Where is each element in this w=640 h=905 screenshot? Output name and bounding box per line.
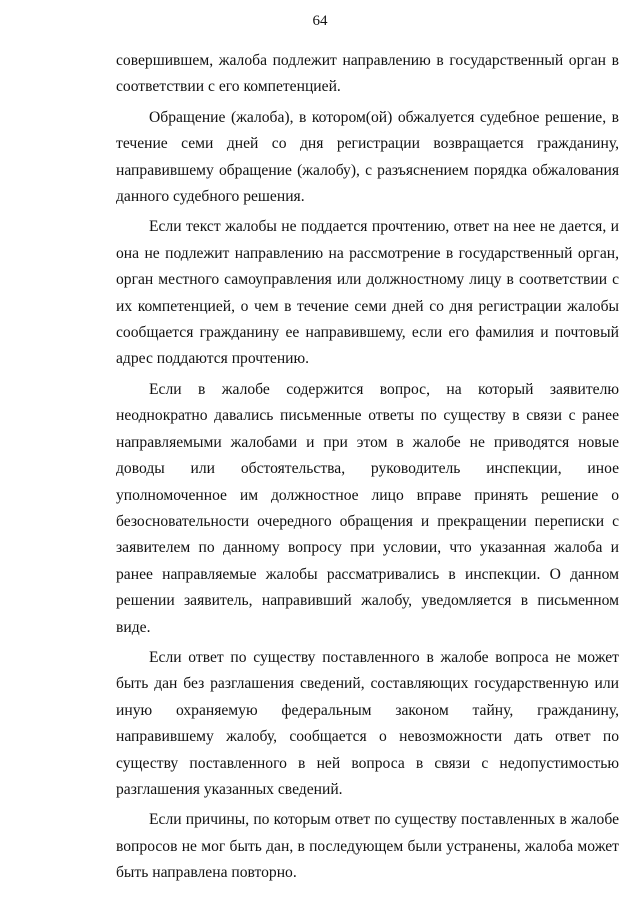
paragraph-resubmission: Если причины, по которым ответ по существу поставленных в жалобе вопросов не мог быть дан, в последующем были устранены, жалоба может быть направлена повторно. — [116, 811, 619, 882]
document-body — [116, 48, 619, 891]
paragraph-repeated-question: Если в жалобе содержится вопрос, на который заявителю неоднократно давались письменные ответы по существу в связи с ранее направляемыми жалобами и при этом в жалобе не приводятся новые доводы или обстоятельства, руководитель инспекции, иное уполномоченное им должностное лицо вправе принять решение о безосновательности очередного обращения и прекращении переписки с заявителем по данному вопросу при условии, что указанная жалоба и ранее направляемые жалобы рассматривались в инспекции. О данном решении заявитель, направивший жалобу, уведомляется в письменном виде. — [116, 380, 619, 636]
paragraph-secret-information: Если ответ по существу поставленного в жалобе вопроса не может быть дан без разглашения сведений, составляющих государственную или иную охраняемую федеральным законом тайну, гражданину, направившему жалобу, сообщается о невозможности дать ответ по существу поставленного в ней вопроса в связи с недопустимостью разглашения указанных сведений. — [116, 648, 619, 798]
paragraph-continuation: совершившем, жалоба подлежит направлению в государственный орган в соответствии с его компетенцией. — [116, 52, 619, 96]
page-number: 64 — [312, 13, 328, 29]
paragraph-unreadable-complaint: Если текст жалобы не поддается прочтению, ответ на нее не дается, и она не подлежит направлению на рассмотрение в государственный орган, орган местного самоуправления или должностному лицу в соответствии с их компетенцией, о чем в течение семи дней со дня регистрации жалобы сообщается гражданину ее направившему, если его фамилия и почтовый адрес поддаются прочтению. — [116, 218, 619, 368]
paragraph-court-decision-appeal: Обращение (жалоба), в котором(ой) обжалуется судебное решение, в течение семи дней со дня регистрации возвращается гражданину, направившему обращение (жалобу), с разъяснением порядка обжалования данного судебного решения. — [116, 108, 619, 206]
